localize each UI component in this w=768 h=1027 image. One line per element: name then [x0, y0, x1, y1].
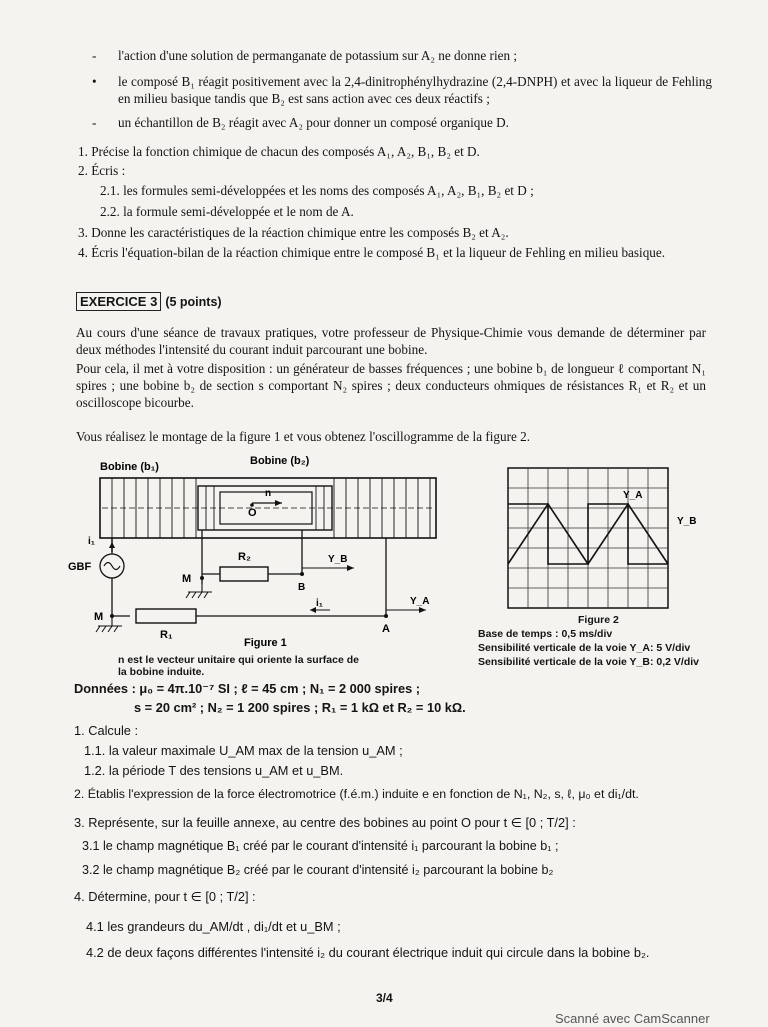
- donnees-line2: s = 20 cm² ; N₂ = 1 200 spires ; R₁ = 1 kΩ et R₂ = 10 kΩ.: [134, 700, 466, 715]
- label-r2: R₂: [238, 551, 251, 563]
- phys-q4: 4. Détermine, pour t ∈ [0 ; T/2] :: [74, 889, 256, 904]
- resistor-r1: [136, 609, 196, 623]
- label-ya: Y_A: [410, 596, 430, 607]
- chem-q4: 4. Écris l'équation-bilan de la réaction chimique entre le composé B₁ et la liqueur de Fehling en milieu basique.: [78, 245, 666, 260]
- phys-q11: 1.1. la valeur maximale U_AM max de la tension u_AM ;: [84, 743, 403, 758]
- label-r1: R₁: [160, 629, 173, 641]
- label-b: B: [298, 582, 306, 593]
- label-o: O: [248, 507, 257, 519]
- chem-q2: 2. Écris :: [78, 163, 126, 178]
- label-m-middle: M: [182, 573, 192, 585]
- figure1-note: n est le vecteur unitaire qui oriente la surface de la bobine induite.: [118, 654, 359, 678]
- figure2-sens-a: Sensibilité verticale de la voie Y_A: 5 V/div: [478, 642, 691, 654]
- phys-q41: 4.1 les grandeurs du_AM/dt , di₁/dt et u_BM ;: [86, 919, 341, 934]
- point-o: [250, 503, 254, 507]
- chem-q21: 2.1. les formules semi-développées et les noms des composés A₁, A₂, B₁, B₂ et D ;: [100, 183, 534, 198]
- phys-q32: 3.2 le champ magnétique B₂ créé par le courant d'intensité i₂ parcourant la bobine b₂: [82, 863, 554, 877]
- exercise-header: [76, 292, 222, 311]
- figure2-caption: Figure 2: [578, 614, 619, 626]
- bullet-dot: •: [92, 74, 97, 89]
- exercise-title: EXERCICE 3: [76, 292, 161, 311]
- donnees-line1: Données : μ₀ = 4π.10⁻⁷ SI ; ℓ = 45 cm ; N₁ = 2 000 spires ;: [74, 681, 421, 696]
- figure1-circuit: [60, 448, 460, 678]
- ground-icon-bottom: [96, 626, 122, 632]
- label-m-bottom: M: [94, 611, 104, 623]
- figure2-oscillogram: [505, 464, 705, 624]
- chem-q3: 3. Donne les caractéristiques de la réaction chimique entre les composés B₂ et A₂.: [78, 225, 509, 240]
- sine-wave-icon: [104, 563, 120, 570]
- figure2-base: Base de temps : 0,5 ms/div: [478, 628, 613, 640]
- resistor-r2: [220, 567, 268, 581]
- chem-q22: 2.2. la formule semi-développée et le nom de A.: [100, 204, 354, 219]
- label-n: n: [265, 488, 272, 499]
- page-number: 3/4: [376, 991, 393, 1005]
- phys-q31: 3.1 le champ magnétique B₁ créé par le courant d'intensité i₁ parcourant la bobine b₁ ;: [82, 839, 559, 853]
- exercise-points: (5 points): [165, 295, 222, 309]
- bullet-echantillon: un échantillon de B₂ réagit avec A₂ pour donner un composé organique D.: [118, 115, 509, 130]
- label-gbf: GBF: [68, 561, 92, 573]
- phys-q42: 4.2 de deux façons différentes l'intensité i₂ du courant électrique induit qui circule dans la bobine b₂.: [86, 945, 650, 960]
- figure1-caption: Figure 1: [244, 637, 287, 649]
- figure2-sens-b: Sensibilité verticale de la voie Y_B: 0,2 V/div: [478, 656, 699, 668]
- chem-q1: 1. Précise la fonction chimique de chacun des composés A₁, A₂, B₁, B₂ et D.: [78, 144, 480, 159]
- label-yb: Y_B: [328, 554, 348, 565]
- label-i1: i₁: [88, 536, 95, 547]
- intro-p3: Vous réalisez le montage de la figure 1 et vous obtenez l'oscillogramme de la figure 2.: [76, 429, 531, 444]
- bullet-fehling: le composé B₁ réagit positivement avec la 2,4-dinitrophénylhydrazine (2,4-DNPH) et avec la liqueur de Fehling en milieu basique tandis que B₂ est sans action avec ces deux réactifs ;: [118, 74, 712, 106]
- ground-icon-middle: [186, 592, 212, 598]
- bullet-dash: -: [92, 48, 97, 63]
- intro-p1: Au cours d'une séance de travaux pratiques, votre professeur de Physique-Chimie vous demande de déterminer par deux méthodes l'intensité du courant induit parcourant une bobine.: [76, 325, 706, 357]
- label-bobine-b2: Bobine (b₂): [250, 455, 310, 467]
- phys-q12: 1.2. la période T des tensions u_AM et u_BM.: [84, 763, 344, 778]
- label-yb-fig2: Y_B: [677, 516, 697, 527]
- label-bobine-b1: Bobine (b₁): [100, 461, 159, 473]
- bullet-dash: -: [92, 115, 97, 130]
- label-ya-fig2: Y_A: [623, 490, 643, 501]
- intro-p2: Pour cela, il met à votre disposition : un générateur de basses fréquences ; une bobine b₁ de longueur ℓ comportant N₁ spires ; une bobine b₂ de section s comportant N₂ spires ; deux conducteurs ohmiques de résistances R₁ et R₂ et un oscilloscope bicourbe.: [76, 361, 706, 410]
- trace-yb-square: [508, 504, 668, 564]
- phys-q3: 3. Représente, sur la feuille annexe, au centre des bobines au point O pour t ∈ [0 ; T/2] :: [74, 815, 576, 830]
- phys-q2: 2. Établis l'expression de la force électromotrice (f.é.m.) induite e en fonction de N₁, N₂, s, ℓ, μ₀ et di₁/dt.: [74, 787, 639, 801]
- bullet-permanganate: l'action d'une solution de permanganate de potassium sur A₂ ne donne rien ;: [118, 48, 518, 63]
- phys-q1: 1. Calcule :: [74, 723, 139, 738]
- label-i1-bottom: i₁: [316, 598, 323, 609]
- scanner-watermark: Scanné avec CamScanner: [555, 1011, 710, 1026]
- label-a: A: [382, 623, 390, 635]
